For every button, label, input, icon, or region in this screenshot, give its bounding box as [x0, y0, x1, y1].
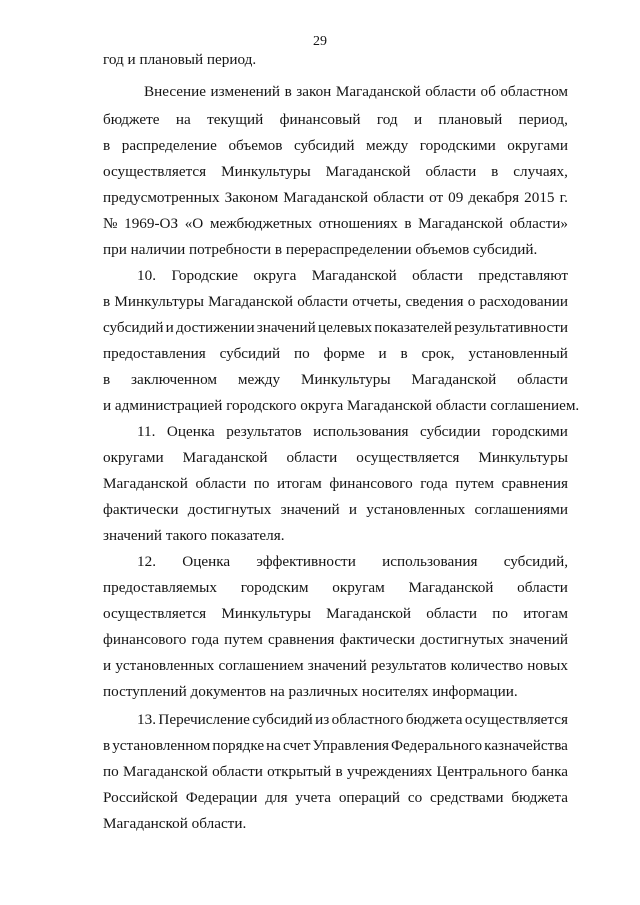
text-line: год и плановый период.: [103, 51, 257, 68]
text-line: по Магаданской области открытый в учреждениях Центрального банка: [103, 763, 568, 780]
text-line: и установленных соглашением значений результатов количество новых: [103, 657, 568, 674]
text-line: 11. Оценка результатов использования субсидии городскими: [137, 423, 568, 440]
text-line: субсидий и достижении значений целевых показателей результативности: [103, 319, 568, 336]
text-line: 12. Оценка эффективности использования субсидий,: [137, 553, 568, 570]
text-line: в установленном порядке на счет Управления Федерального казначейства: [103, 737, 568, 754]
text-line: округами Магаданской области осуществляется Минкультуры: [103, 449, 568, 466]
text-line: при наличии потребности в перераспределении объемов субсидий.: [103, 241, 538, 258]
text-line: и администрацией городского округа Магаданской области соглашением.: [103, 397, 580, 414]
text-line: в распределение объемов субсидий между городскими округами: [103, 137, 568, 154]
text-line: в Минкультуры Магаданской области отчеты, сведения о расходовании: [103, 293, 568, 310]
text-line: осуществляется Минкультуры Магаданской области в случаях,: [103, 163, 568, 180]
text-line: в заключенном между Минкультуры Магаданской области: [103, 371, 568, 388]
text-line: Магаданской области по итогам финансового года путем сравнения: [103, 475, 568, 492]
text-line: Российской Федерации для учета операций со средствами бюджета: [103, 789, 568, 806]
text-line: предусмотренных Законом Магаданской области от 09 декабря 2015 г.: [103, 189, 568, 206]
text-line: осуществляется Минкультуры Магаданской области по итогам: [103, 605, 568, 622]
text-line: предоставления субсидий по форме и в срок, установленный: [103, 345, 568, 362]
text-line: № 1969-ОЗ «О межбюджетных отношениях в Магаданской области»: [103, 215, 568, 232]
text-line: значений такого показателя.: [103, 527, 285, 544]
page-number: 29: [313, 34, 327, 49]
text-line: финансового года путем сравнения фактически достигнутых значений: [103, 631, 568, 648]
text-line: Магаданской области.: [103, 815, 247, 832]
text-line: Внесение изменений в закон Магаданской области об областном: [144, 83, 568, 100]
text-line: поступлений документов на различных носителях информации.: [103, 683, 518, 700]
text-line: 13. Перечисление субсидий из областного бюджета осуществляется: [137, 711, 568, 728]
text-line: бюджете на текущий финансовый год и плановый период,: [103, 111, 568, 128]
text-line: фактически достигнутых значений и установленных соглашениями: [103, 501, 568, 518]
text-line: предоставляемых городским округам Магаданской области: [103, 579, 568, 596]
text-line: 10. Городские округа Магаданской области представляют: [137, 267, 568, 284]
